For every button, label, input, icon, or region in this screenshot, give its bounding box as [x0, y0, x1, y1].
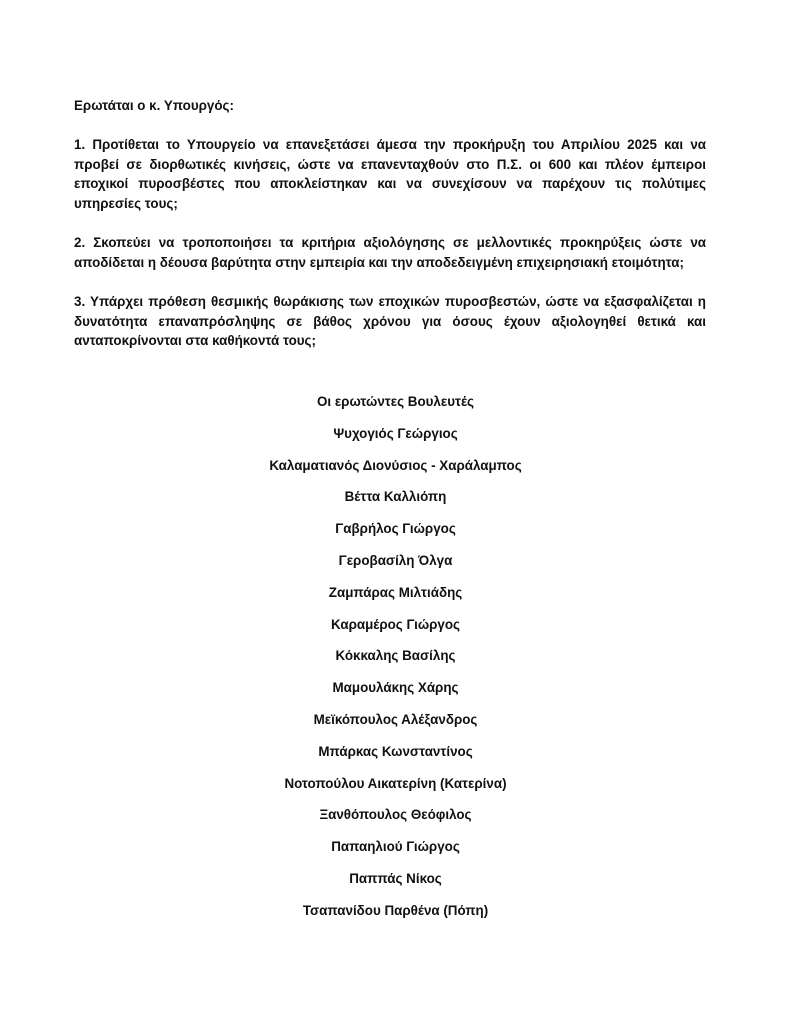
question-3: 3. Υπάρχει πρόθεση θεσμικής θωράκισης των εποχικών πυροσβεστών, ώστε να εξασφαλίζεται η δυνατότητα επαναπρόσληψης σε βάθος χρόνου για όσους έχουν αξιολογηθεί θετικά και ανταποκρίνονται στα καθήκοντά τους;: [74, 293, 706, 349]
signer-name: Καλαματιανός Διονύσιος - Χαράλαμπος: [269, 457, 522, 473]
signer-name: Ξανθόπουλος Θεόφιλος: [319, 807, 472, 823]
signer-name: Γεροβασίλη Όλγα: [338, 552, 453, 568]
signer-name: Κόκκαλης Βασίλης: [335, 648, 456, 664]
question-1: 1. Προτίθεται το Υπουργείο να επανεξετάσει άμεσα την προκήρυξη του Απριλίου 2025 και να προβεί σε διορθωτικές κινήσεις, ώστε να επανενταχθούν στο Π.Σ. οι 600 και πλέον έμπειροι εποχικοί πυροσβέστες που αποκλείστηκαν και να συνεχίσουν να παρέχουν τις πολύτιμες υπηρεσίες τους;: [74, 137, 706, 211]
signer-name: Καραμέρος Γιώργος: [330, 616, 460, 632]
signer-name: Νοτοπούλου Αικατερίνη (Κατερίνα): [284, 775, 507, 791]
question-2: 2. Σκοπεύει να τροποποιήσει τα κριτήρια αξιολόγησης σε μελλοντικές προκηρύξεις ώστε να αποδίδεται η δέουσα βαρύτητα στην εμπειρία και την αποδεδειγμένη επιχειρησιακή ετοιμότητα;: [74, 235, 706, 270]
signer-name: Μπάρκας Κωνσταντίνος: [318, 743, 473, 759]
signer-name: Μαμουλάκης Χάρης: [332, 680, 459, 696]
signers-block: [0, 392, 791, 933]
signers-heading: Οι ερωτώντες Βουλευτές: [316, 394, 475, 409]
signer-name: Βέττα Καλλιόπη: [344, 489, 447, 505]
intro-line: Ερωτάται ο κ. Υπουργός:: [74, 98, 234, 113]
signer-name: Παπαηλιού Γιώργος: [331, 839, 460, 855]
signer-name: Παππάς Νίκος: [349, 870, 442, 886]
signer-name: Ζαμπάρας Μιλτιάδης: [328, 584, 463, 600]
signer-name: Γαβρήλος Γιώργος: [335, 521, 456, 537]
signer-name: Τσαπανίδου Παρθένα (Πόπη): [302, 902, 489, 918]
question-body: [74, 96, 706, 370]
signer-name: Μεϊκόπουλος Αλέξανδρος: [313, 711, 478, 727]
signer-name: Ψυχογιός Γεώργιος: [333, 425, 458, 441]
